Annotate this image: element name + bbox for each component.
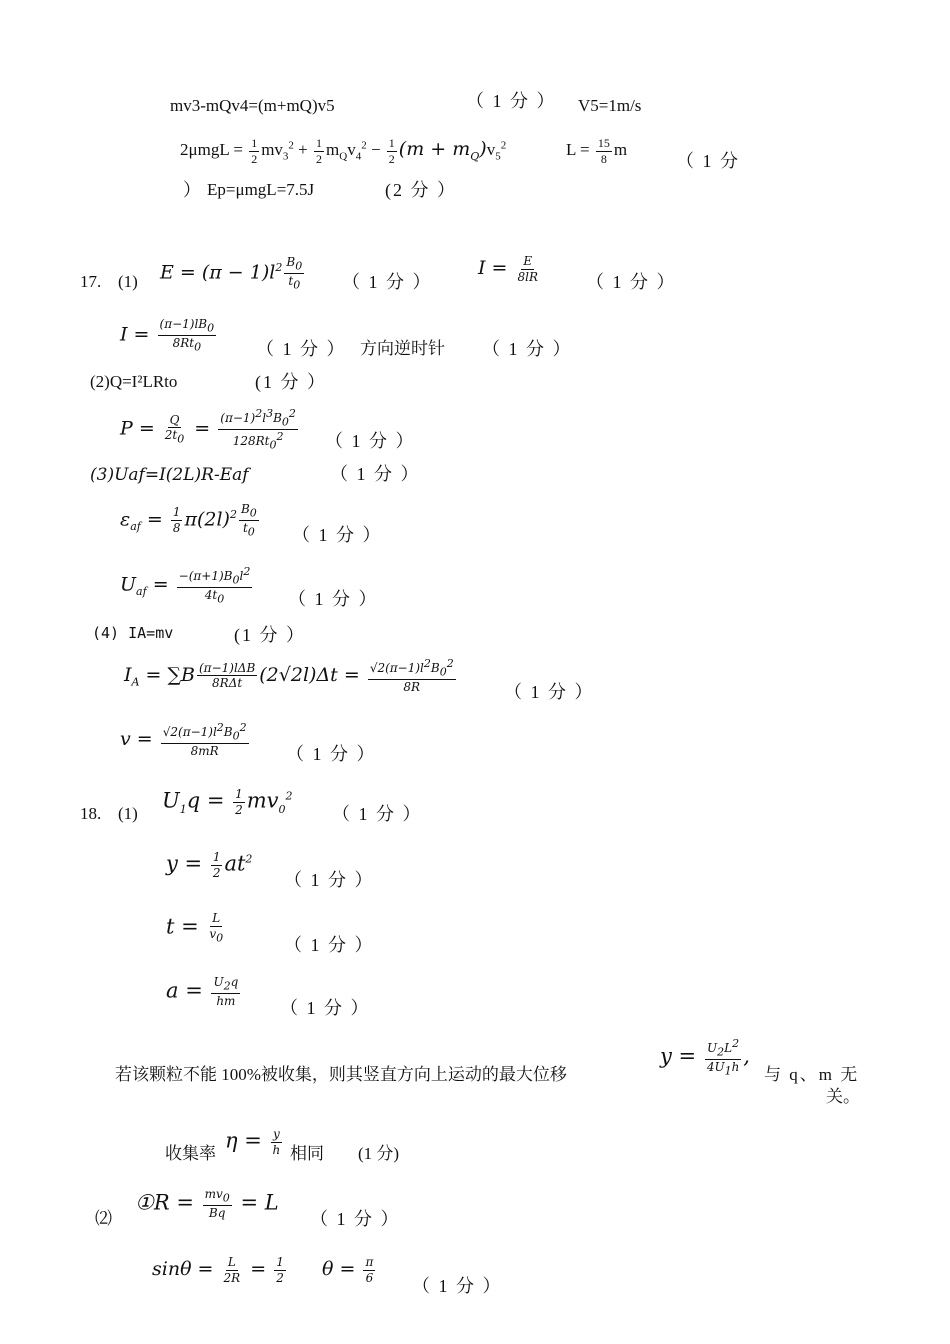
p17-part4-eq: (4) IA=mv (92, 624, 174, 642)
p18-sin-formula: sinθ = $\frac{L}{2R}$ = $\frac{1}{2}$ (152, 1255, 284, 1285)
p17-part3-score: （ 1 分 ） (330, 464, 421, 484)
p17-I1-formula: I = $\frac{E}{8lR}$ (478, 254, 539, 284)
p18-number: 18. (80, 804, 102, 823)
p17-score-IA: （ 1 分 ） (504, 682, 595, 702)
p17-I2-formula: I = $\frac{(\pi-1)lB_0}{8Rt_0}$ (120, 317, 215, 354)
p18-tail: 与 q、m 无 (764, 1065, 860, 1084)
p18-sentence: 若该颗粒不能 100%被收集，则其竖直方向上运动的最大位移 (115, 1065, 567, 1084)
p17-P-formula: P = $\frac{Q}{2t_0}$ = $\frac{(\pi-1)^2l^3B_0^2}{128Rt_0^2}$ (120, 407, 296, 452)
p17-v-formula: v = $\frac{√2(\pi-1)l^2B_0^2}{8mR}$ (120, 721, 247, 758)
p17-direction: 方向逆时针 (360, 339, 445, 358)
p17-score-eps: （ 1 分 ） (292, 525, 383, 545)
p16-score-1: （ 1 分 ） (466, 91, 557, 111)
p17-part1-label: (1) (118, 272, 138, 291)
p17-score-I1: （ 1 分 ） (586, 272, 677, 292)
p16-close-paren: ） (183, 180, 203, 200)
p18-score-R: （ 1 分 ） (310, 1209, 401, 1229)
p18-eta-formula: η = $\frac{y}{h}$ (225, 1127, 281, 1157)
p16-energy-eq: 2μmgL = $\frac{1}{2}$ $mv_3^2$ + $\frac{1}{2}$ $m_Qv_4^2$ − $\frac{1}{2}$ $(m + m_Q)v_5^2$ (180, 136, 507, 166)
p18-y-max-formula: y = $\frac{U_2L^2}{4U_1h}$ , (660, 1037, 750, 1078)
p18-score4: （ 1 分 ） (280, 998, 371, 1018)
p17-U-formula: $U_{af}$ = $\frac{-(\pi+1)B_0l^2}{4t_0}$ (120, 565, 251, 606)
p18-eq1: $U_1q$ = $\frac{1}{2}$ $mv_0^2$ (162, 787, 293, 817)
p18-score-sin: （ 1 分 ） (412, 1276, 503, 1296)
p18-score2: （ 1 分 ） (284, 870, 375, 890)
p17-score-v: （ 1 分 ） (286, 744, 377, 764)
p17-score-P: （ 1 分 ） (325, 431, 416, 451)
p18-eq2: y = $\frac{1}{2}$ $at^2$ (166, 850, 253, 880)
p17-part2-eq: (2)Q=I²LRto (90, 372, 178, 391)
p17-IA-formula: $I_A = \sum B$ $\frac{\text{(π−1)lΔB}}{\text{8RΔt}}$ (2√2l)Δt = $\frac{√2(\pi-1)l^2B_0^2}{8R}$ (124, 657, 454, 694)
p18-rate-suffix: 相同 (290, 1144, 324, 1163)
p18-eq4: a = $\frac{U_2q}{hm}$ (166, 975, 239, 1008)
p17-part4-score: (1 分 ） (234, 625, 306, 645)
p17-score-E: （ 1 分 ） (342, 272, 433, 292)
p18-tail2: 关。 (826, 1087, 860, 1106)
p16-ep-eq: Ep=μmgL=7.5J (207, 180, 315, 199)
p18-rate-prefix: 收集率 (165, 1144, 216, 1163)
p17-score-U: （ 1 分 ） (288, 589, 379, 609)
p18-score3: （ 1 分 ） (284, 935, 375, 955)
p17-score-I2: （ 1 分 ） (256, 339, 347, 359)
p16-score-2: （ 1 分 (676, 151, 740, 171)
p16-momentum-eq: mv3-mQv4=(m+mQ)v5 (170, 96, 335, 115)
p16-L-eq: L = $\frac{15}{8}$ m (566, 136, 628, 166)
p16-v5-result: V5=1m/s (578, 96, 642, 115)
p17-score-dir: （ 1 分 ） (482, 339, 573, 359)
p18-rate-score: (1 分) (358, 1144, 400, 1163)
p17-part3-eq: (3)Uaf=I(2L)R-Eaf (90, 465, 249, 485)
p18-theta-formula: θ = $\frac{\pi}{6}$ (322, 1255, 374, 1285)
p17-number: 17. (80, 272, 102, 291)
p18-eq3: t = $\frac{L}{v_0}$ (166, 911, 224, 944)
p17-E-formula: $E = (\pi - 1)l^2$ $\frac{B_0}{t_0}$ (160, 255, 303, 292)
p18-part2-label: ⑵ (95, 1209, 112, 1228)
p16-L-lhs: L = (566, 140, 590, 159)
p16-energy-lhs: 2μmgL = (180, 140, 243, 159)
p18-score1: （ 1 分 ） (332, 804, 423, 824)
p17-eps-formula: $\varepsilon_{af}$ = $\frac{1}{8}$ $\pi(2l)^2$ $\frac{B_0}{t_0}$ (120, 502, 257, 539)
p18-part1-label: (1) (118, 804, 138, 823)
p16-score-3: (2 分 ） (385, 180, 457, 200)
p17-part2-score: (1 分 ） (255, 372, 327, 392)
p18-R-formula: ①R = $\frac{mv_0}{Bq}$ = L (135, 1187, 279, 1220)
